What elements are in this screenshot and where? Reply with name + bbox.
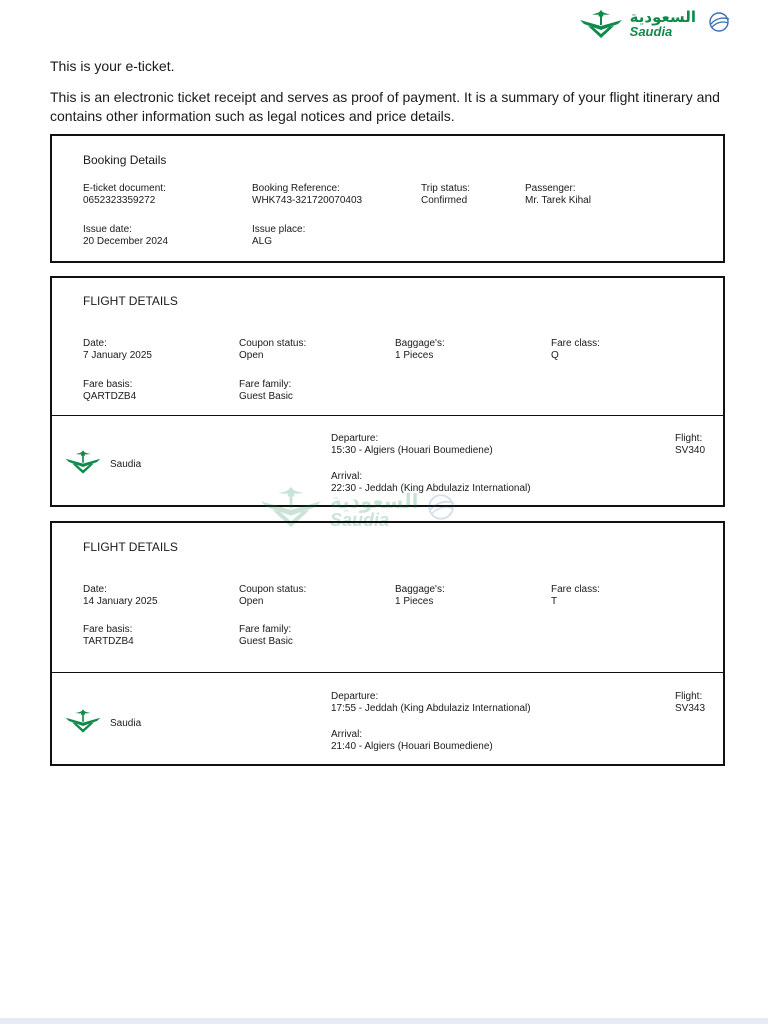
field-value: SV343 [675, 703, 706, 714]
coupon-status-field [239, 584, 306, 608]
field-value: TARTDZB4 [83, 636, 134, 647]
brand-arabic-name: السعودية [629, 8, 696, 26]
field-value: 22:30 - Jeddah (King Abdulaziz International) [331, 483, 531, 494]
page-bottom-strip [0, 1018, 768, 1024]
field-label: Fare basis: [83, 624, 133, 635]
flight-details-box-1 [50, 276, 725, 507]
fare-class-field [551, 584, 600, 608]
field-value: QARTDZB4 [83, 391, 137, 402]
fare-family-field [239, 624, 293, 648]
field-label: Departure: [331, 691, 379, 702]
flight-details-box-2 [50, 521, 725, 766]
field-value: Guest Basic [239, 636, 293, 647]
eticket-document-field [83, 183, 166, 207]
field-value: 17:55 - Jeddah (King Abdulaziz International) [331, 703, 531, 714]
field-value: T [551, 596, 558, 607]
palm-swords-logo-icon [64, 448, 102, 481]
arrival-field [331, 729, 493, 753]
field-label: Fare class: [551, 584, 600, 595]
departure-field [331, 433, 493, 457]
flight-date-field [83, 584, 158, 608]
field-label: Date: [83, 338, 107, 349]
issue-place-field [252, 224, 305, 248]
field-label: Fare class: [551, 338, 600, 349]
booking-details-title: Booking Details [83, 153, 167, 167]
flight-number-field [675, 433, 705, 457]
intro-title: This is your e-ticket. [50, 58, 175, 74]
flight-segment [52, 672, 723, 767]
intro-body: This is an electronic ticket receipt and serves as proof of payment. It is a summary of your flight itinerary and contains other information such as legal notices and price details. [50, 89, 720, 124]
field-value: Confirmed [421, 195, 468, 206]
watermark-arabic: السعودية [330, 488, 419, 513]
flight-number-field [675, 691, 705, 715]
field-label: Arrival: [331, 471, 363, 482]
skyteam-logo-icon [706, 9, 732, 40]
flight-details-title: FLIGHT DETAILS [83, 294, 178, 308]
field-value: Guest Basic [239, 391, 293, 402]
field-label: Arrival: [331, 729, 363, 740]
field-value: 15:30 - Algiers (Houari Boumediene) [331, 445, 493, 456]
departure-field [331, 691, 531, 715]
field-value: WHK743-321720070403 [252, 195, 363, 206]
field-value: Q [551, 350, 559, 361]
palm-swords-logo-icon [578, 8, 624, 40]
coupon-status-field [239, 338, 306, 362]
trip-status-field [421, 183, 470, 207]
flight-date-field [83, 338, 152, 362]
field-value: Open [239, 596, 264, 607]
field-value: 21:40 - Algiers (Houari Boumediene) [331, 741, 493, 752]
field-label: E-ticket document: [83, 183, 166, 194]
field-value: Open [239, 350, 264, 361]
airline-block [64, 448, 141, 481]
field-label: Passenger: [525, 183, 576, 194]
field-label: Fare family: [239, 624, 292, 635]
passenger-field [525, 183, 591, 207]
fare-basis-field [83, 379, 136, 403]
baggage-field [395, 584, 445, 608]
field-value: ALG [252, 236, 273, 247]
field-label: Coupon status: [239, 584, 307, 595]
palm-swords-logo-icon [64, 707, 102, 740]
watermark-latin: Saudia [330, 509, 390, 530]
field-label: Flight: [675, 433, 703, 444]
fare-class-field [551, 338, 600, 362]
field-label: Departure: [331, 433, 379, 444]
field-label: Fare family: [239, 379, 292, 390]
field-label: Issue date: [83, 224, 132, 235]
brand-latin-name: Saudia [629, 24, 673, 39]
fare-family-field [239, 379, 293, 403]
field-label: Coupon status: [239, 338, 307, 349]
field-label: Baggage's: [395, 584, 445, 595]
field-label: Booking Reference: [252, 183, 340, 194]
field-label: Trip status: [421, 183, 471, 194]
field-value: 0652323359272 [83, 195, 156, 206]
booking-details-box [50, 134, 725, 263]
fare-basis-field [83, 624, 134, 648]
field-value: Mr. Tarek Kihal [525, 195, 591, 206]
baggage-field [395, 338, 445, 362]
airline-name: Saudia [110, 459, 142, 470]
field-value: 20 December 2024 [83, 236, 169, 247]
airline-block [64, 707, 141, 740]
field-value: 1 Pieces [395, 350, 434, 361]
field-label: Fare basis: [83, 379, 133, 390]
field-value: 14 January 2025 [83, 596, 158, 607]
field-value: SV340 [675, 445, 706, 456]
issue-date-field [83, 224, 168, 248]
field-value: 7 January 2025 [83, 350, 152, 361]
field-label: Issue place: [252, 224, 306, 235]
field-label: Baggage's: [395, 338, 445, 349]
field-label: Date: [83, 584, 107, 595]
booking-reference-field [252, 183, 362, 207]
flight-details-title: FLIGHT DETAILS [83, 540, 178, 554]
field-label: Flight: [675, 691, 703, 702]
header-brand [578, 8, 732, 40]
field-value: 1 Pieces [395, 596, 434, 607]
brand-wordmark [630, 10, 696, 38]
airline-name: Saudia [110, 718, 142, 729]
